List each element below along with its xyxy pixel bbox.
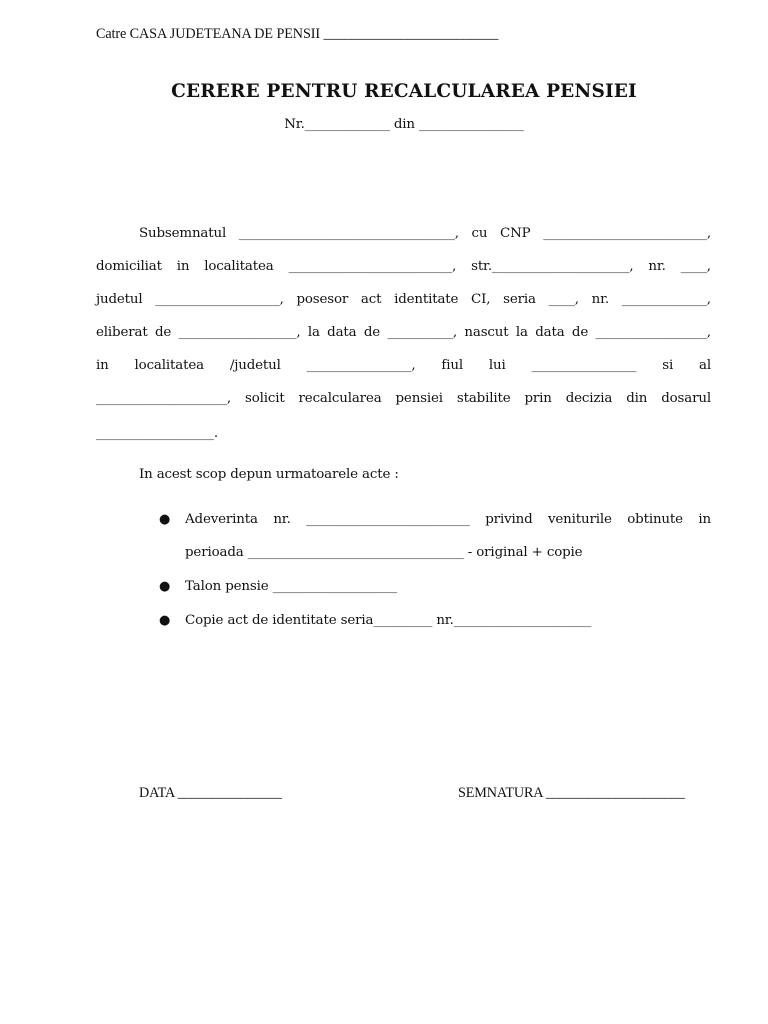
body-word: eliberat <box>96 325 148 340</box>
name-field: _________________________________, <box>238 226 459 241</box>
birthplace-field: ________________, <box>306 358 416 373</box>
body-word: obtinute <box>627 512 683 527</box>
body-word: privind <box>485 512 533 527</box>
body-word: din <box>626 391 648 406</box>
body-word: si <box>662 358 674 373</box>
body-word: prin <box>524 391 552 406</box>
body-word: domiciliat <box>96 259 162 274</box>
certificate-number-field: _________________________ <box>306 512 470 527</box>
id-number-field: _____________, <box>621 292 711 307</box>
body-line-2 <box>96 258 711 276</box>
body-word: de <box>363 325 381 340</box>
street-number-field: ____, <box>680 259 711 274</box>
body-word: dosarul <box>661 391 711 406</box>
body-word: veniturile <box>547 512 612 527</box>
body-word: de <box>154 325 172 340</box>
addressee-line: Catre CASA JUDETEANA DE PENSII _________________________ <box>96 26 499 42</box>
body-line-4 <box>96 324 711 342</box>
body-word: in <box>176 259 190 274</box>
id-series-field: ____, <box>548 292 579 307</box>
bullet-icon: ● <box>159 512 171 527</box>
issued-by-field: __________________, <box>178 325 301 340</box>
body-word: data <box>327 325 357 340</box>
body-word: CI, <box>471 292 491 307</box>
birth-date-field: _________________, <box>595 325 711 340</box>
body-word: Subsemnatul <box>139 226 227 241</box>
body-line-3 <box>96 291 711 309</box>
bullet-icon: ● <box>159 613 171 628</box>
body-word: CNP <box>500 226 531 241</box>
page-title: CERERE PENTRU RECALCULAREA PENSIEI <box>171 81 637 102</box>
body-word: nascut <box>464 325 509 340</box>
request-number-line: Nr._____________ din ________________ <box>284 117 524 132</box>
body-word: recalcularea <box>298 391 382 406</box>
body-word: solicit <box>244 391 285 406</box>
body-word: nr. <box>273 512 291 527</box>
body-word: pensiei <box>395 391 443 406</box>
document-item-1-period: perioada _________________________________ - original + copie <box>185 545 583 560</box>
body-word: /judetul <box>229 358 281 373</box>
body-word: la <box>307 325 320 340</box>
father-name-field: ________________ <box>531 358 637 373</box>
dossier-field: __________________. <box>96 426 218 441</box>
body-word: localitatea <box>204 259 274 274</box>
body-word: de <box>571 325 589 340</box>
documents-intro: In acest scop depun urmatoarele acte : <box>139 467 399 482</box>
body-word: in <box>96 358 109 373</box>
cnp-field: _________________________, <box>543 226 711 241</box>
body-word: cu <box>471 226 488 241</box>
mother-name-field: ____________________, <box>96 391 232 406</box>
locality-field: _________________________, <box>288 259 457 274</box>
body-word: Adeverinta <box>185 512 258 527</box>
body-word: posesor <box>296 292 349 307</box>
body-line-5 <box>96 357 711 375</box>
body-word: data <box>535 325 565 340</box>
body-word: lui <box>488 358 506 373</box>
body-word: in <box>698 512 711 527</box>
body-word: act <box>360 292 382 307</box>
bullet-icon: ● <box>159 579 171 594</box>
body-word: identitate <box>394 292 459 307</box>
body-word: decizia <box>565 391 613 406</box>
body-word: stabilite <box>456 391 511 406</box>
body-word: al <box>699 358 711 373</box>
issue-date-field: __________, <box>387 325 458 340</box>
body-word: judetul <box>96 292 143 307</box>
county-field: ___________________, <box>155 292 284 307</box>
street-field: str._____________________, <box>471 259 634 274</box>
document-item-3: Copie act de identitate seria_________ nr._____________________ <box>185 613 592 628</box>
body-line-1 <box>139 225 711 243</box>
document-item-1 <box>185 511 711 529</box>
body-word: la <box>515 325 528 340</box>
date-field: DATA _______________ <box>139 785 282 801</box>
signature-field: SEMNATURA ____________________ <box>458 785 685 801</box>
document-item-2: Talon pensie ___________________ <box>185 579 397 594</box>
body-word: seria <box>503 292 536 307</box>
body-word: nr. <box>591 292 609 307</box>
body-word: nr. <box>648 259 666 274</box>
body-word: fiul <box>441 358 463 373</box>
body-line-6 <box>96 390 711 408</box>
body-word: localitatea <box>134 358 204 373</box>
